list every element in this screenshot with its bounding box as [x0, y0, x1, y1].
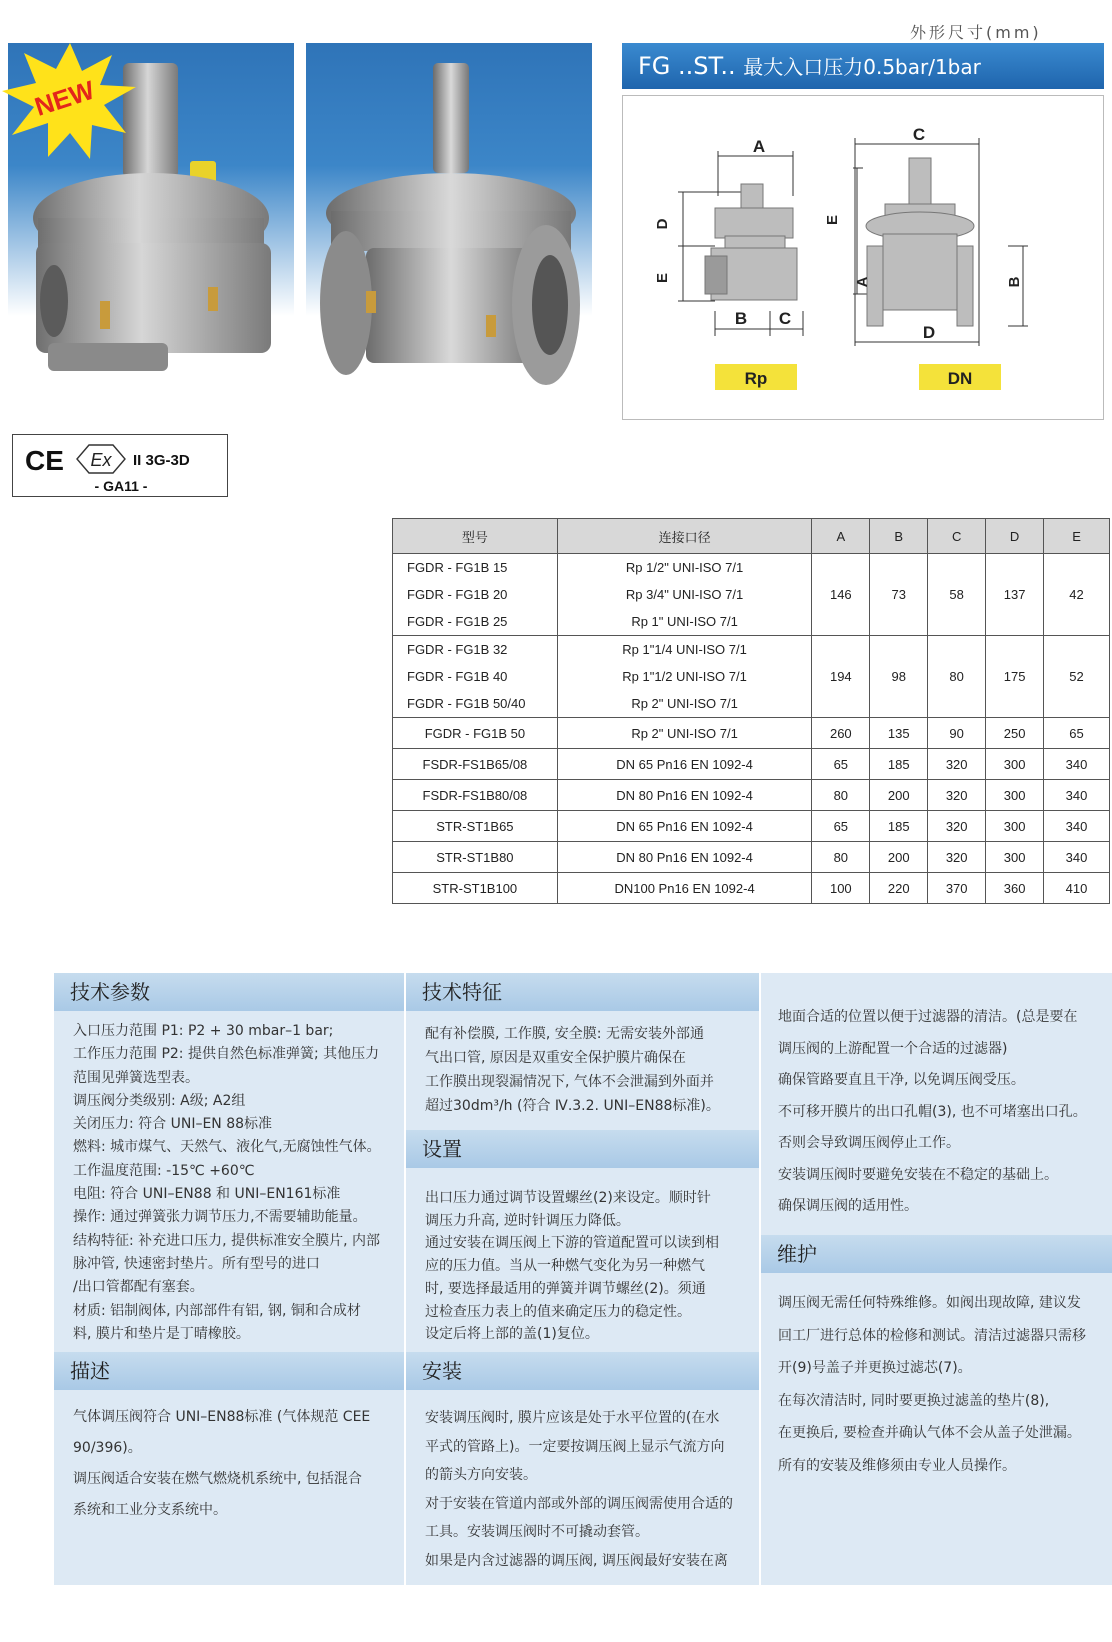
dim-E-cell: 340	[1044, 811, 1110, 842]
table-row	[393, 842, 1110, 873]
section-title-maintenance: 维护	[761, 1235, 1112, 1273]
model-cell: STR-ST1B100	[393, 873, 558, 904]
dim-B-cell: 185	[870, 811, 928, 842]
dn-body	[866, 158, 974, 326]
dim-C-cell: 370	[928, 873, 986, 904]
spec-table	[392, 518, 1110, 904]
model-cell: FSDR-FS1B80/08	[393, 780, 558, 811]
dim-D-cell: 300	[986, 842, 1044, 873]
dim-D-cell: 300	[986, 811, 1044, 842]
dim-A-cell: 65	[812, 749, 870, 780]
section-title-description: 描述	[54, 1352, 404, 1390]
section-body-maintenance: 调压阀无需任何特殊维修。如阀出现故障, 建议发 回工厂进行总体的检修和测试。清洁过滤器只需移 开(9)号盖子并更换过滤芯(7)。 在每次清洁时, 同时要更换过滤盖的垫片(8), 在更换后, 要检查并确认气体不会从盖子处泄漏。 所有的安装及维修须由专业人员操作。	[778, 1295, 1086, 1474]
model-cell: FGDR - FG1B 15 FGDR - FG1B 20 FGDR - FG1B 25	[393, 554, 558, 636]
model-cell: STR-ST1B80	[393, 842, 558, 873]
rp-dim-E: E	[654, 272, 671, 284]
table-row	[393, 780, 1110, 811]
section-title-install: 安装	[406, 1352, 759, 1390]
series-title-prefix: FG ..ST..	[638, 52, 736, 80]
table-row	[393, 554, 1110, 636]
new-badge-text: NEW	[30, 74, 98, 122]
dim-E-cell: 340	[1044, 780, 1110, 811]
dim-E-cell: 340	[1044, 842, 1110, 873]
series-title-bar	[622, 43, 1104, 89]
dim-C-cell: 320	[928, 842, 986, 873]
model-cell: FSDR-FS1B65/08	[393, 749, 558, 780]
header-connection: 连接口径	[557, 519, 812, 554]
section-title-tech-features: 技术特征	[406, 973, 759, 1011]
column-divider	[404, 973, 406, 1585]
header-A: A	[812, 519, 870, 554]
rp-dim-A: A	[752, 137, 766, 156]
model-cell: FGDR - FG1B 32 FGDR - FG1B 40 FGDR - FG1B 50/40	[393, 636, 558, 718]
product-photo-threaded	[8, 43, 294, 393]
dn-label: DN	[947, 369, 973, 388]
table-header-row	[393, 519, 1110, 554]
ce-mark: CE	[25, 445, 64, 476]
header-E: E	[1044, 519, 1110, 554]
dim-A-cell: 260	[812, 718, 870, 749]
dn-dim-E: E	[824, 214, 841, 226]
section-body-setup: 出口压力通过调节设置螺丝(2)来设定。顺时针 调压力升高, 逆时针调压力降低。 通过安装在调压阀上下游的管道配置可以读到相 应的压力值。当从一种燃气变化为另一种燃气 时, 要选择最适用的弹簧并调节螺丝(2)。须通 过检查压力表上的值来确定压力的稳定性。 设定后将上部的盖(1)复位。	[425, 1190, 719, 1343]
series-title-suffix: 最大入口压力0.5bar/1bar	[743, 55, 981, 79]
dimension-drawings	[622, 95, 1104, 420]
certification-box	[12, 434, 228, 497]
connection-cell: DN 80 Pn16 EN 1092-4	[557, 780, 812, 811]
model-cell: FGDR - FG1B 50	[393, 718, 558, 749]
ex-mark: Ex	[90, 450, 112, 470]
model-cell: STR-ST1B65	[393, 811, 558, 842]
dim-D-cell: 300	[986, 749, 1044, 780]
dim-A-cell: 80	[812, 780, 870, 811]
column-divider	[759, 973, 761, 1585]
dim-C-cell: 58	[928, 554, 986, 636]
dim-A-cell: 80	[812, 842, 870, 873]
dim-A-cell: 100	[812, 873, 870, 904]
dimension-drawings-svg	[623, 96, 1105, 421]
dim-B-cell: 200	[870, 780, 928, 811]
rp-dim-C: C	[778, 309, 792, 328]
table-row	[393, 636, 1110, 718]
dimensions-note: 外形尺寸(mm)	[910, 23, 1042, 42]
connection-cell: DN 80 Pn16 EN 1092-4	[557, 842, 812, 873]
dim-D-cell: 175	[986, 636, 1044, 718]
dim-C-cell: 320	[928, 811, 986, 842]
dim-A-cell: 194	[812, 636, 870, 718]
table-row	[393, 873, 1110, 904]
rp-body	[705, 184, 797, 300]
header-model: 型号	[393, 519, 558, 554]
rp-dim-D: D	[654, 218, 671, 230]
connection-cell: Rp 1/2" UNI-ISO 7/1 Rp 3/4" UNI-ISO 7/1 Rp 1" UNI-ISO 7/1	[557, 554, 812, 636]
dim-E-cell: 410	[1044, 873, 1110, 904]
rp-dim-B: B	[734, 309, 748, 328]
dim-B-cell: 98	[870, 636, 928, 718]
section-body-tech-params: 入口压力范围 P1: P2 + 30 mbar–1 bar; 工作压力范围 P2: 提供自然色标准弹簧; 其他压力 范围见弹簧选型表。 调压阀分类级别: A级; A2组 关闭压力: 符合 UNI–EN 88标准 燃料: 城市煤气、天然气、液化气,无腐蚀性气体。 工作温度范围: -15℃ +60℃ 电阻: 符合 UNI–EN88 和 UNI–EN161标准 操作: 通过弹簧张力调节压力,不需要辅助能量。 结构特征: 补充进口压力, 提供标准安全膜片, 内部 脉冲管, 快速密封垫片。所有型号的进口 /出口管都配有塞套。 材质: 铝制阀体, 内部部件有铝, 钢, 铜和合成材 料, 膜片和垫片是丁晴橡胶。	[73, 1023, 381, 1342]
table-row	[393, 749, 1110, 780]
dn-dim-A: A	[854, 276, 871, 288]
section-title-setup: 设置	[406, 1130, 759, 1168]
dim-A-cell: 65	[812, 811, 870, 842]
product-photo-flanged	[306, 43, 592, 393]
cert-code: - GA11 -	[94, 478, 148, 494]
section-body-description: 气体调压阀符合 UNI–EN88标准 (气体规范 CEE 90/396)。 调压阀适合安装在燃气燃烧机系统中, 包括混合 系统和工业分支系统中。	[73, 1409, 371, 1518]
dim-B-cell: 220	[870, 873, 928, 904]
dn-dim-B: B	[1006, 276, 1023, 288]
certification-marks	[13, 435, 229, 498]
connection-cell: DN 65 Pn16 EN 1092-4	[557, 811, 812, 842]
dim-B-cell: 200	[870, 842, 928, 873]
section-title-tech-params: 技术参数	[54, 973, 404, 1011]
dim-C-cell: 80	[928, 636, 986, 718]
table-row	[393, 718, 1110, 749]
dim-E-cell: 340	[1044, 749, 1110, 780]
dim-C-cell: 90	[928, 718, 986, 749]
dim-D-cell: 300	[986, 780, 1044, 811]
dim-E-cell: 65	[1044, 718, 1110, 749]
dim-C-cell: 320	[928, 749, 986, 780]
dim-D-cell: 137	[986, 554, 1044, 636]
connection-cell: DN100 Pn16 EN 1092-4	[557, 873, 812, 904]
dim-B-cell: 185	[870, 749, 928, 780]
dim-E-cell: 52	[1044, 636, 1110, 718]
section-body-install: 安装调压阀时, 膜片应该是处于水平位置的(在水 平式的管路上)。一定要按调压阀上显示气流方向 的箭头方向安装。 对于安装在管道内部或外部的调压阀需使用合适的 工具。安装调压阀时不可撬动套管。 如果是内含过滤器的调压阀, 调压阀最好安装在离	[425, 1410, 733, 1569]
flanged-regulator-illustration	[306, 43, 592, 393]
cert-class: II 3G-3D	[133, 452, 190, 469]
dn-dim-D: D	[922, 323, 936, 342]
connection-cell: Rp 1"1/4 UNI-ISO 7/1 Rp 1"1/2 UNI-ISO 7/1 Rp 2" UNI-ISO 7/1	[557, 636, 812, 718]
table-row	[393, 811, 1110, 842]
dim-E-cell: 42	[1044, 554, 1110, 636]
dim-D-cell: 360	[986, 873, 1044, 904]
section-body-tech-features: 配有补偿膜, 工作膜, 安全膜: 无需安装外部通 气出口管, 原因是双重安全保护膜片确保在 工作膜出现裂漏情况下, 气体不会泄漏到外面并 超过30dm³/h (符合 Ⅳ.3.2. UNI–EN88标准)。	[425, 1026, 720, 1114]
dim-C-cell: 320	[928, 780, 986, 811]
connection-cell: DN 65 Pn16 EN 1092-4	[557, 749, 812, 780]
header-C: C	[928, 519, 986, 554]
dn-dim-C: C	[912, 125, 926, 144]
dim-D-cell: 250	[986, 718, 1044, 749]
section-body-install-continued: 地面合适的位置以便于过滤器的清洁。(总是要在 调压阀的上游配置一个合适的过滤器) 确保管路要直且干净, 以免调压阀受压。 不可移开膜片的出口孔帽(3), 也不可堵塞出口孔。 否则会导致调压阀停止工作。 安装调压阀时要避免安装在不稳定的基础上。 确保调压阀的适用性。	[778, 1009, 1087, 1214]
rp-label: Rp	[744, 369, 768, 388]
dim-A-cell: 146	[812, 554, 870, 636]
connection-cell: Rp 2" UNI-ISO 7/1	[557, 718, 812, 749]
new-badge-icon	[0, 41, 140, 161]
dim-B-cell: 73	[870, 554, 928, 636]
dim-B-cell: 135	[870, 718, 928, 749]
header-B: B	[870, 519, 928, 554]
header-D: D	[986, 519, 1044, 554]
